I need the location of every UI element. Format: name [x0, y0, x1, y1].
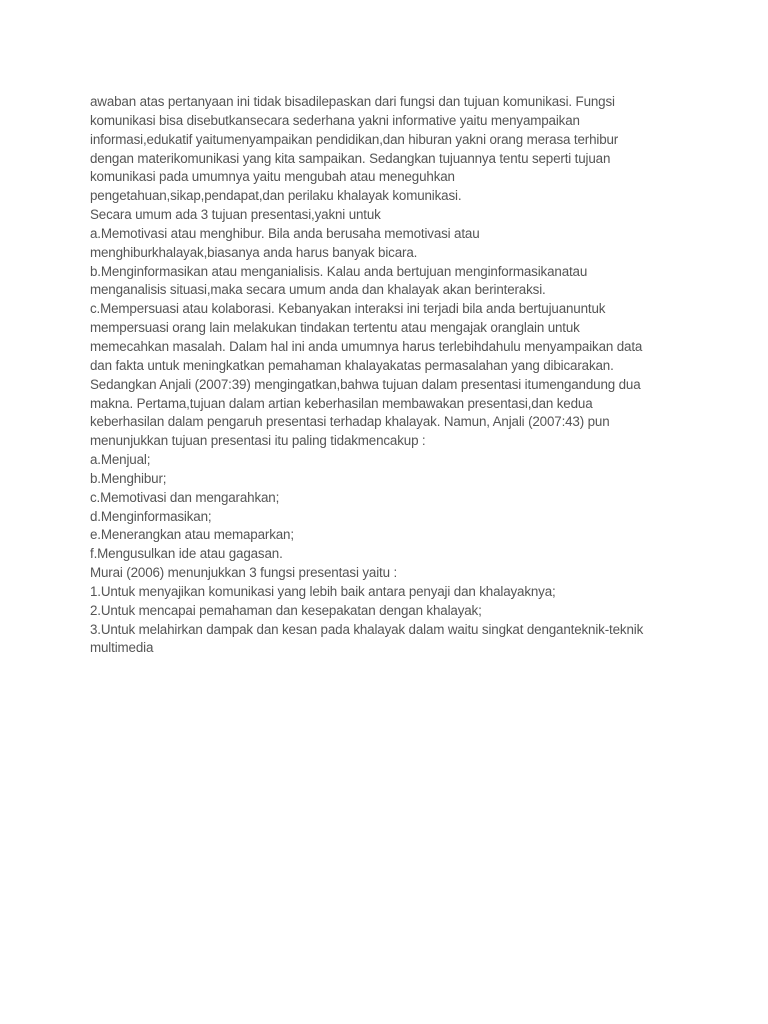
list-item: f.Mengusulkan ide atau gagasan.	[90, 546, 283, 562]
list-item: b.Menginformasikan atau menganialisis. Kalau anda bertujuan menginformasikanatau	[90, 263, 588, 279]
list-item: 3.Untuk melahirkan dampak dan kesan pada khalayak dalam waitu singkat denganteknik-teknik	[90, 621, 644, 637]
list-item: c.Mempersuasi atau kolaborasi. Kebanyakan interaksi ini terjadi bila anda bertujuanuntuk	[90, 301, 606, 317]
text-line: keberhasilan dalam pengaruh presentasi terhadap khalayak. Namun, Anjali (2007:43) pun	[90, 414, 610, 430]
section-heading: Secara umum ada 3 tujuan presentasi,yakni untuk	[90, 207, 381, 223]
list-item: c.Memotivasi dan mengarahkan;	[90, 489, 280, 505]
text-line: multimedia	[90, 640, 154, 656]
list-item: b.Menghibur;	[90, 470, 167, 486]
text-line: dan fakta untuk meningkatkan pemahaman khalayakatas permasalahan yang dibicarakan.	[90, 357, 614, 373]
text-line: Sedangkan Anjali (2007:39) mengingatkan,bahwa tujuan dalam presentasi itumengandung dua	[90, 376, 641, 392]
text-line: komunikasi bisa disebutkansecara sederhana yakni informative yaitu menyampaikan	[90, 112, 580, 128]
list-item: d.Menginformasikan;	[90, 508, 212, 524]
text-line: makna. Pertama,tujuan dalam artian keberhasilan membawakan presentasi,dan kedua	[90, 395, 593, 411]
text-line: awaban atas pertanyaan ini tidak bisadilepaskan dari fungsi dan tujuan komunikasi. Fungsi	[90, 94, 615, 109]
text-line: informasi,edukatif yaitumenyampaikan pendidikan,dan hiburan yakni orang merasa terhibur	[90, 131, 619, 147]
text-line: menunjukkan tujuan presentasi itu paling tidakmencakup :	[90, 433, 426, 449]
text-line: menghiburkhalayak,biasanya anda harus banyak bicara.	[90, 244, 418, 260]
list-item: a.Menjual;	[90, 452, 151, 468]
list-item: e.Menerangkan atau memaparkan;	[90, 527, 294, 543]
list-item: 2.Untuk mencapai pemahaman dan kesepakatan dengan khalayak;	[90, 602, 482, 618]
list-item: a.Memotivasi atau menghibur. Bila anda berusaha memotivasi atau	[90, 225, 480, 241]
text-line: mempersuasi orang lain melakukan tindakan tertentu atau mengajak oranglain untuk	[90, 320, 580, 336]
text-line: Murai (2006) menunjukkan 3 fungsi presentasi yaitu :	[90, 565, 398, 581]
list-item: 1.Untuk menyajikan komunikasi yang lebih baik antara penyaji dan khalayaknya;	[90, 583, 556, 599]
document-page	[90, 93, 690, 658]
text-line: dengan materikomunikasi yang kita sampaikan. Sedangkan tujuannya tentu seperti tujuan	[90, 150, 611, 166]
text-line: komunikasi pada umumnya yaitu mengubah atau meneguhkan	[90, 169, 455, 185]
text-line: pengetahuan,sikap,pendapat,dan perilaku khalayak komunikasi.	[90, 188, 462, 204]
text-line: memecahkan masalah. Dalam hal ini anda umumnya harus terlebihdahulu menyampaikan data	[90, 338, 643, 354]
text-line: menganalisis situasi,maka secara umum anda dan khalayak akan berinteraksi.	[90, 282, 546, 298]
